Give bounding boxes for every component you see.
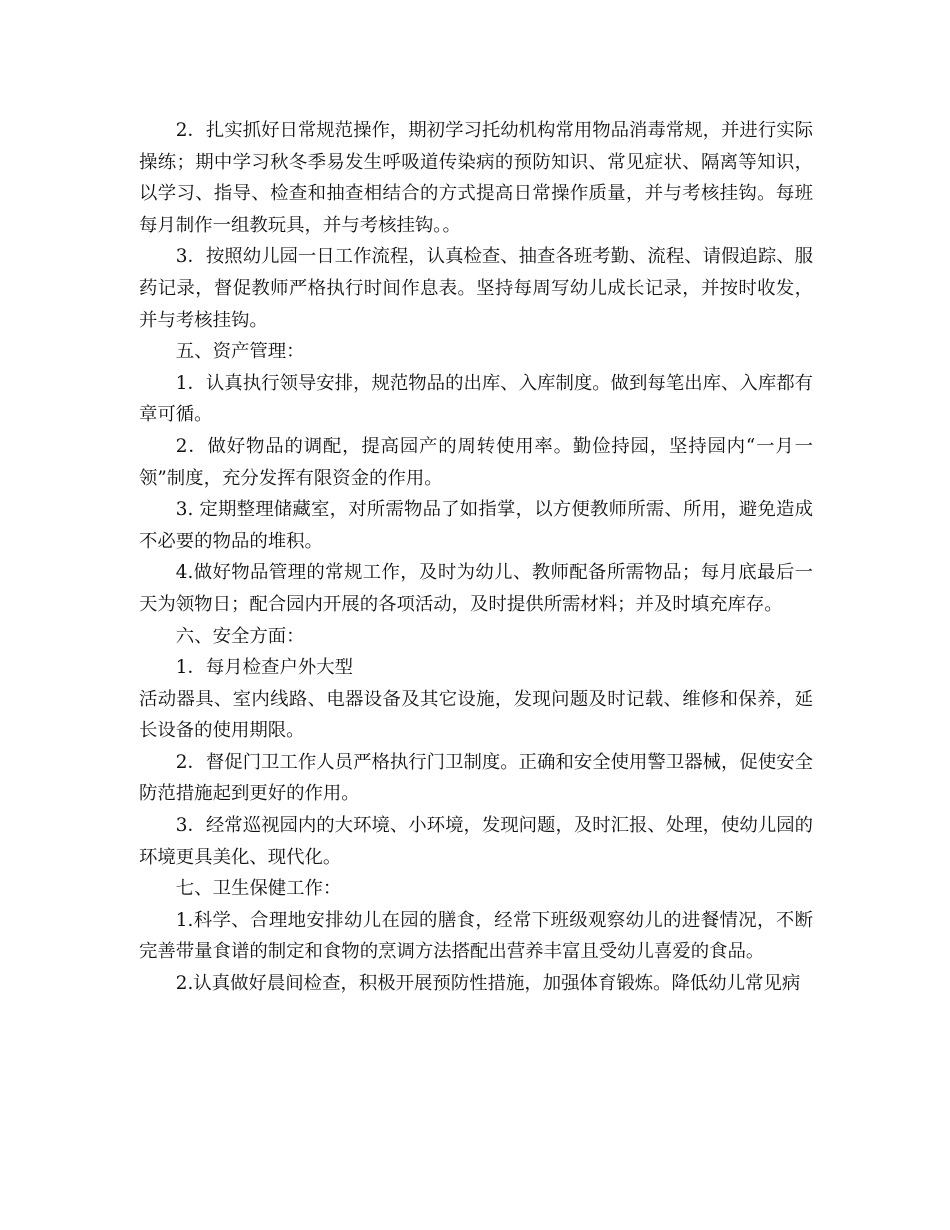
- paragraph-safety-1: 1．每月检查户外大型: [175, 657, 354, 679]
- paragraph-asset-3: 3. 定期整理储藏室，对所需物品了如指掌，以方便教师所需、所用，避免造成不必要的物品的堆积。: [139, 499, 813, 552]
- heading-asset-management: 五、资产管理：: [175, 341, 305, 363]
- paragraph-asset-4: 4.做好物品管理的常规工作，及时为幼儿、教师配备所需物品；每月底最后一天为领物日；配合园内开展的各项活动，及时提供所需材料；并及时填充库存。: [139, 562, 813, 615]
- document-body: [139, 115, 813, 1000]
- paragraph-daily-operations: 2．扎实抓好日常规范操作，期初学习托幼机构常用物品消毒常规，并进行实际操练；期中学习秋冬季易发生呼吸道传染病的预防知识、常见症状、隔离等知识，以学习、指导、检查和抽查相结合的方式提高日常操作质量，并与考核挂钩。每班每月制作一组教玩具，并与考核挂钩。。: [139, 120, 813, 236]
- paragraph-health-2: 2.认真做好晨间检查，积极开展预防性措施，加强体育锻炼。降低幼儿常见病: [175, 973, 801, 995]
- paragraph-safety-2: 2．督促门卫工作人员严格执行门卫制度。正确和安全使用警卫器械，促使安全防范措施起到更好的作用。: [139, 751, 813, 805]
- heading-health-care: 七、卫生保健工作：: [175, 878, 342, 900]
- paragraph-asset-2: 2．做好物品的调配，提高园产的周转使用率。勤俭持园，坚持园内“一月一领”制度，充分发挥有限资金的作用。: [139, 435, 813, 489]
- paragraph-safety-3: 3．经常巡视园内的大环境、小环境，发现问题，及时汇报、处理，使幼儿园的环境更具美化、现代化。: [139, 815, 813, 868]
- paragraph-workflow-check: 3．按照幼儿园一日工作流程，认真检查、抽查各班考勤、流程、请假追踪、服药记录，督促教师严格执行时间作息表。坚持每周写幼儿成长记录，并按时收发，并与考核挂钩。: [139, 246, 813, 331]
- heading-safety: 六、安全方面：: [175, 625, 305, 647]
- paragraph-health-1: 1.科学、合理地安排幼儿在园的膳食，经常下班级观察幼儿的进餐情况，不断完善带量食谱的制定和食物的烹调方法搭配出营养丰富且受幼儿喜爱的食品。: [139, 909, 813, 963]
- paragraph-asset-1: 1．认真执行领导安排，规范物品的出库、入库制度。做到每笔出库、入库都有章可循。: [139, 372, 813, 426]
- paragraph-safety-1-continued: 活动器具、室内线路、电器设备及其它设施，发现问题及时记载、维修和保养，延长设备的使用期限。: [139, 688, 813, 742]
